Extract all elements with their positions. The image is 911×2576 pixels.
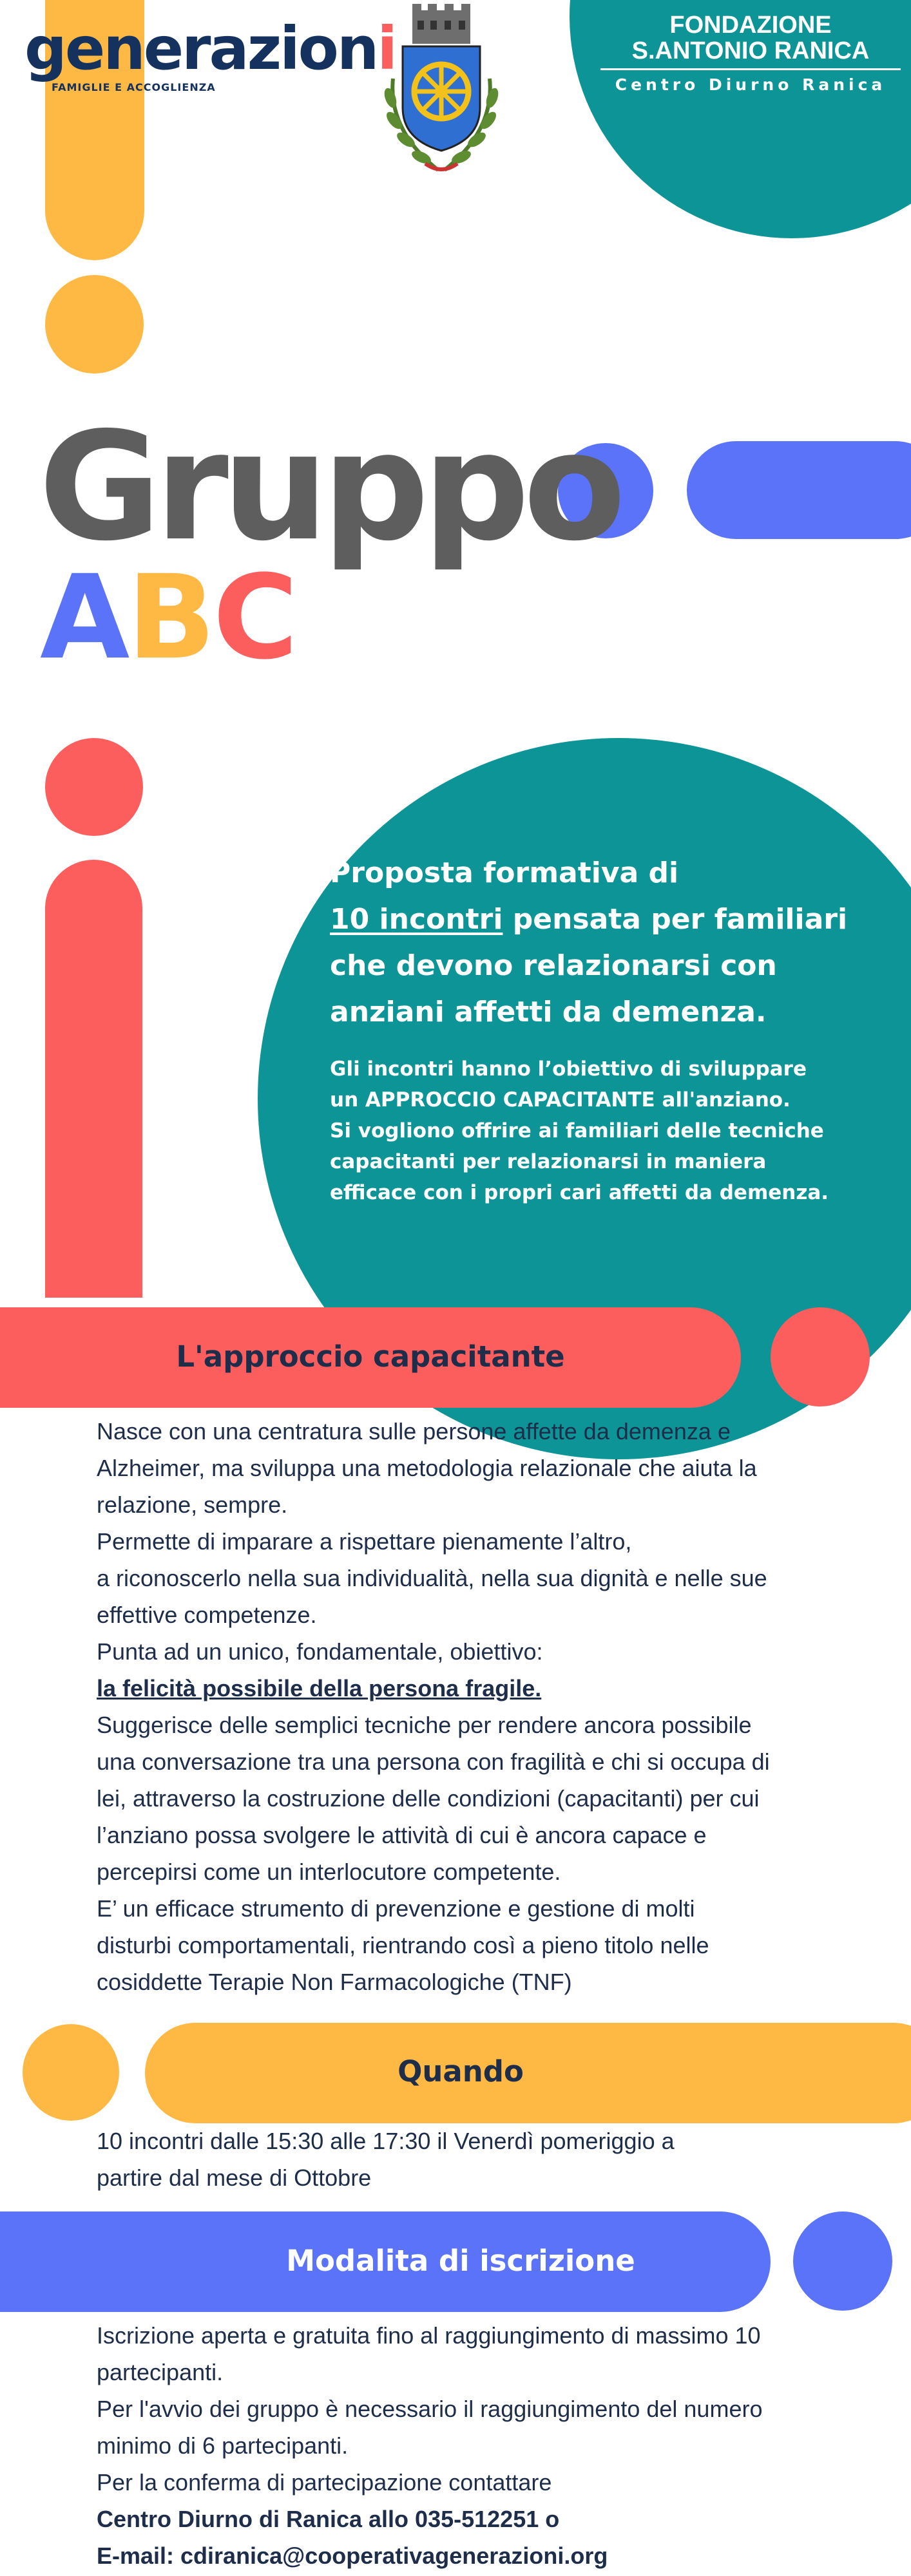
fondazione-line3: Centro Diurno Ranica xyxy=(615,75,887,94)
proposta-underlined: 10 incontri xyxy=(330,903,503,936)
abc-letter-c: C xyxy=(213,551,296,685)
quando-line: 10 incontri dalle 15:30 alle 17:30 il Venerdì pomeriggio a xyxy=(97,2128,675,2154)
contact-phone: Centro Diurno di Ranica allo 035-512251 o xyxy=(97,2506,560,2532)
obiettivo-line: efficace con i propri cari affetti da demenza. xyxy=(330,1181,829,1204)
iscrizione-line: Per l'avvio dei gruppo è necessario il raggiungimento del numero xyxy=(97,2396,763,2422)
approccio-highlight: la felicità possibile della persona fragile. xyxy=(97,1675,542,1701)
red-dot-approccio xyxy=(771,1307,870,1406)
approccio-line: percepirsi come un interlocutore competente. xyxy=(97,1859,561,1885)
generazioni-logo xyxy=(24,14,396,93)
fondazione-line1: FONDAZIONE xyxy=(669,12,832,39)
approccio-line: cosiddette Terapie Non Farmacologiche (TNF) xyxy=(97,1969,572,1995)
iscrizione-line: Iscrizione aperta e gratuita fino al raggiungimento di massimo 10 xyxy=(97,2322,761,2349)
logo-tagline: FAMIGLIE E ACCOGLIENZA xyxy=(52,81,216,93)
approccio-line: effettive competenze. xyxy=(97,1602,317,1628)
iscrizione-body xyxy=(97,2317,870,2574)
iscrizione-line: minimo di 6 partecipanti. xyxy=(97,2432,349,2459)
obiettivo-line: un APPROCCIO CAPACITANTE all'anziano. xyxy=(330,1088,791,1112)
obiettivo-line: Si vogliono offrire ai familiari delle tecniche xyxy=(330,1119,824,1142)
approccio-body xyxy=(97,1413,838,2000)
obiettivo-line: capacitanti per relazionarsi in maniera xyxy=(330,1150,767,1173)
abc-letter-b: B xyxy=(127,551,213,685)
proposta-line2-rest: pensata per familiari xyxy=(503,903,848,936)
red-dot-left xyxy=(45,738,143,836)
fondazione-logo xyxy=(593,13,908,94)
quando-body xyxy=(97,2123,870,2196)
intro-block xyxy=(330,850,910,1208)
approccio-line: Alzheimer, ma sviluppa una metodologia relazionale che aiuta la xyxy=(97,1455,757,1481)
obiettivo-line: Gli incontri hanno l’obiettivo di sviluppare xyxy=(330,1057,807,1081)
iscrizione-line: partecipanti. xyxy=(97,2359,224,2385)
yellow-dot-top xyxy=(45,275,144,374)
approccio-line: E’ un efficace strumento di prevenzione e gestione di molti xyxy=(97,1895,695,1922)
page-title: Gruppo xyxy=(39,400,620,574)
abc-title xyxy=(40,551,296,685)
proposta-prefix: Proposta formativa di xyxy=(330,857,679,889)
red-pill-left xyxy=(45,860,142,1298)
approccio-line: Suggerisce delle semplici tecniche per rendere ancora possibile xyxy=(97,1712,752,1738)
contact-email[interactable]: E-mail: cdiranica@cooperativagenerazioni.org xyxy=(97,2543,608,2569)
approccio-line: disturbi comportamentali, rientrando così a pieno titolo nelle xyxy=(97,1932,709,1958)
quando-title: Quando xyxy=(398,2054,524,2088)
quando-line: partire dal mese di Ottobre xyxy=(97,2164,372,2191)
iscrizione-line: Per la conferma di partecipazione contattare xyxy=(97,2469,552,2496)
approccio-line: lei, attraverso la costruzione delle condizioni (capacitanti) per cui xyxy=(97,1785,760,1812)
fondazione-divider xyxy=(600,68,901,70)
proposta-line4: anziani affetti da demenza. xyxy=(330,996,767,1028)
logo-word-last: i xyxy=(377,14,396,83)
iscrizione-title: Modalita di iscrizione xyxy=(286,2244,635,2278)
approccio-line: l’anziano possa svolgere le attività di cui è ancora capace e xyxy=(97,1822,707,1848)
approccio-line: relazione, sempre. xyxy=(97,1492,288,1518)
blue-pill-title xyxy=(687,441,911,539)
logo-word-main: generazion xyxy=(24,14,378,83)
fondazione-line2: S.ANTONIO RANICA xyxy=(631,37,870,64)
approccio-line: a riconoscerlo nella sua individualità, nella sua dignità e nelle sue xyxy=(97,1565,767,1591)
approccio-line: Permette di imparare a rispettare pienamente l’altro, xyxy=(97,1528,632,1555)
approccio-line: Nasce con una centratura sulle persone affette da demenza e xyxy=(97,1418,731,1444)
approccio-line: una conversazione tra una persona con fragilità e chi si occupa di xyxy=(97,1748,770,1775)
yellow-dot-quando xyxy=(23,2024,119,2121)
proposta-text xyxy=(330,850,910,1036)
abc-letter-a: A xyxy=(40,551,128,685)
approccio-line: Punta ad un unico, fondamentale, obiettivo: xyxy=(97,1638,543,1665)
obiettivo-text xyxy=(330,1054,910,1208)
proposta-line3: che devono relazionarsi con xyxy=(330,949,777,982)
municipal-crest-icon xyxy=(374,1,509,182)
approccio-title: L'approccio capacitante xyxy=(176,1340,565,1374)
